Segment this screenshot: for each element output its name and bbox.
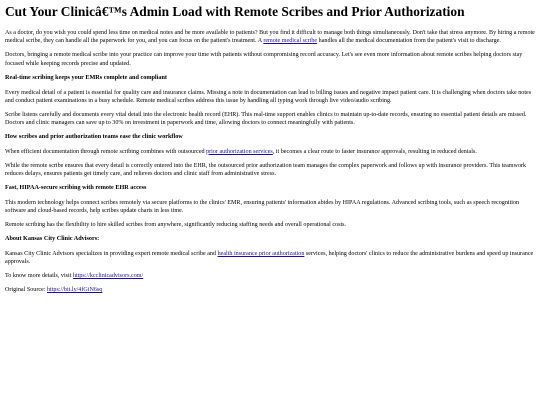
intro-paragraph xyxy=(5,29,535,45)
section-heading-about: About Kansas City Clinic Advisors: xyxy=(5,235,100,243)
remote-medical-scribe-link[interactable]: remote medical scribe xyxy=(263,38,318,45)
workflow-text-after-link: , it becomes a clear route to faster insurance approvals, resulting in reduced denials. xyxy=(272,148,477,155)
paragraph-efficient-documentation xyxy=(5,148,535,156)
about-text-after-link: services, helping doctors' clinics to reduce the administrative burdens and speed up insurance approvals. xyxy=(5,251,534,266)
about-text-before-link: Kansas City Clinic Advisors specializes in providing expert remote medical scribe and xyxy=(5,251,218,258)
original-source-link[interactable]: https://bit.ly/4fGiN6sq xyxy=(46,287,103,294)
paragraph-original-source xyxy=(5,286,535,294)
workflow-text-before-link: When efficient documentation through remote scribing combines with outsourced xyxy=(5,148,207,155)
health-insurance-prior-authorization-link[interactable]: health insurance prior authorization xyxy=(217,251,305,258)
paragraph-modern-technology: This modern technology helps connect scribes remotely via secure platforms to the clinics' EMR, ensuring patients' information abides by HIPAA regulations. Advanced scribing tools, such as speech recognition software and cloud-based records, help scribes update charts in less time. xyxy=(5,199,520,214)
prior-authorization-services-link[interactable]: prior authorization services xyxy=(206,148,273,155)
section-heading-real-time: Real-time scribing keeps your EMRs complete and compliant xyxy=(5,73,167,81)
paragraph-flexibility: Remote scribing has the flexibility to hire skilled scribes from anywhere, significantly reducing staffing needs and overall operational costs. xyxy=(5,222,347,228)
paragraph-every-detail: Every medical detail of a patient is essential for quality care and insurance claims. Missing a note in documentation can lead to billing issues and negative impact patient care. It is challenging when doctors take notes and conduct patient examinations in a busy schedule. Remote medical scribes address this issue by handling all typing work through live video/audio scribing. xyxy=(5,89,532,104)
more-details-text: To know more details, visit xyxy=(5,273,73,280)
paragraph-doctors: Doctors, bringing a remote medical scribe into your practice can improve your time with patients without compromising record accuracy. Let's see even more information about remote scribes helping doctors stay focused while keeping records precise and updated. xyxy=(5,52,523,67)
paragraph-more-details xyxy=(5,272,535,280)
paragraph-about-company xyxy=(5,250,535,266)
paragraph-scribe-listens: Scribe listens carefully and documents every vital detail into the electronic health record (EHR). This real-time support enables clinics to maintain up-to-date records, ensuring no essential patient details are missed. Doctors and clinic managers can save up to 30% on investment in paperwork and time, allowing doctors to connect meaningfully with patients. xyxy=(5,111,527,126)
website-link[interactable]: https://kcclinicadvisors.com/ xyxy=(72,273,144,280)
section-heading-hipaa: Fast, HIPAA-secure scribing with remote EHR access xyxy=(5,183,147,191)
original-source-label: Original Source: xyxy=(5,287,47,294)
intro-text-before-link: As a doctor, do you wish you could spend less time on medical notes and be more available to patients? But you find it difficult to manage both things simultaneously. Don't take that stress anymore. By hiring a remote medical scribe, they can handle all the paperwork for you, and you can focus on the patient's treatment. A xyxy=(5,30,535,45)
section-heading-workflow: How scribes and prior authorization teams ease the clinic workflow xyxy=(5,132,183,140)
paragraph-remote-scribe-ensures: While the remote scribe ensures that every detail is correctly entered into the EHR, the outsourced prior authorization team manages the complex paperwork and follows up with insurance providers. This teamwork reduces delays, ensures patients get timely care, and relieves doctors and clinic staff from administrative stress. xyxy=(5,162,527,177)
intro-text-after-link: handles all the medical documentation from the patient's visit to discharge. xyxy=(317,38,501,45)
page-title: Cut Your Clinicâ€™s Admin Load with Remote Scribes and Prior Authorization xyxy=(5,4,465,19)
